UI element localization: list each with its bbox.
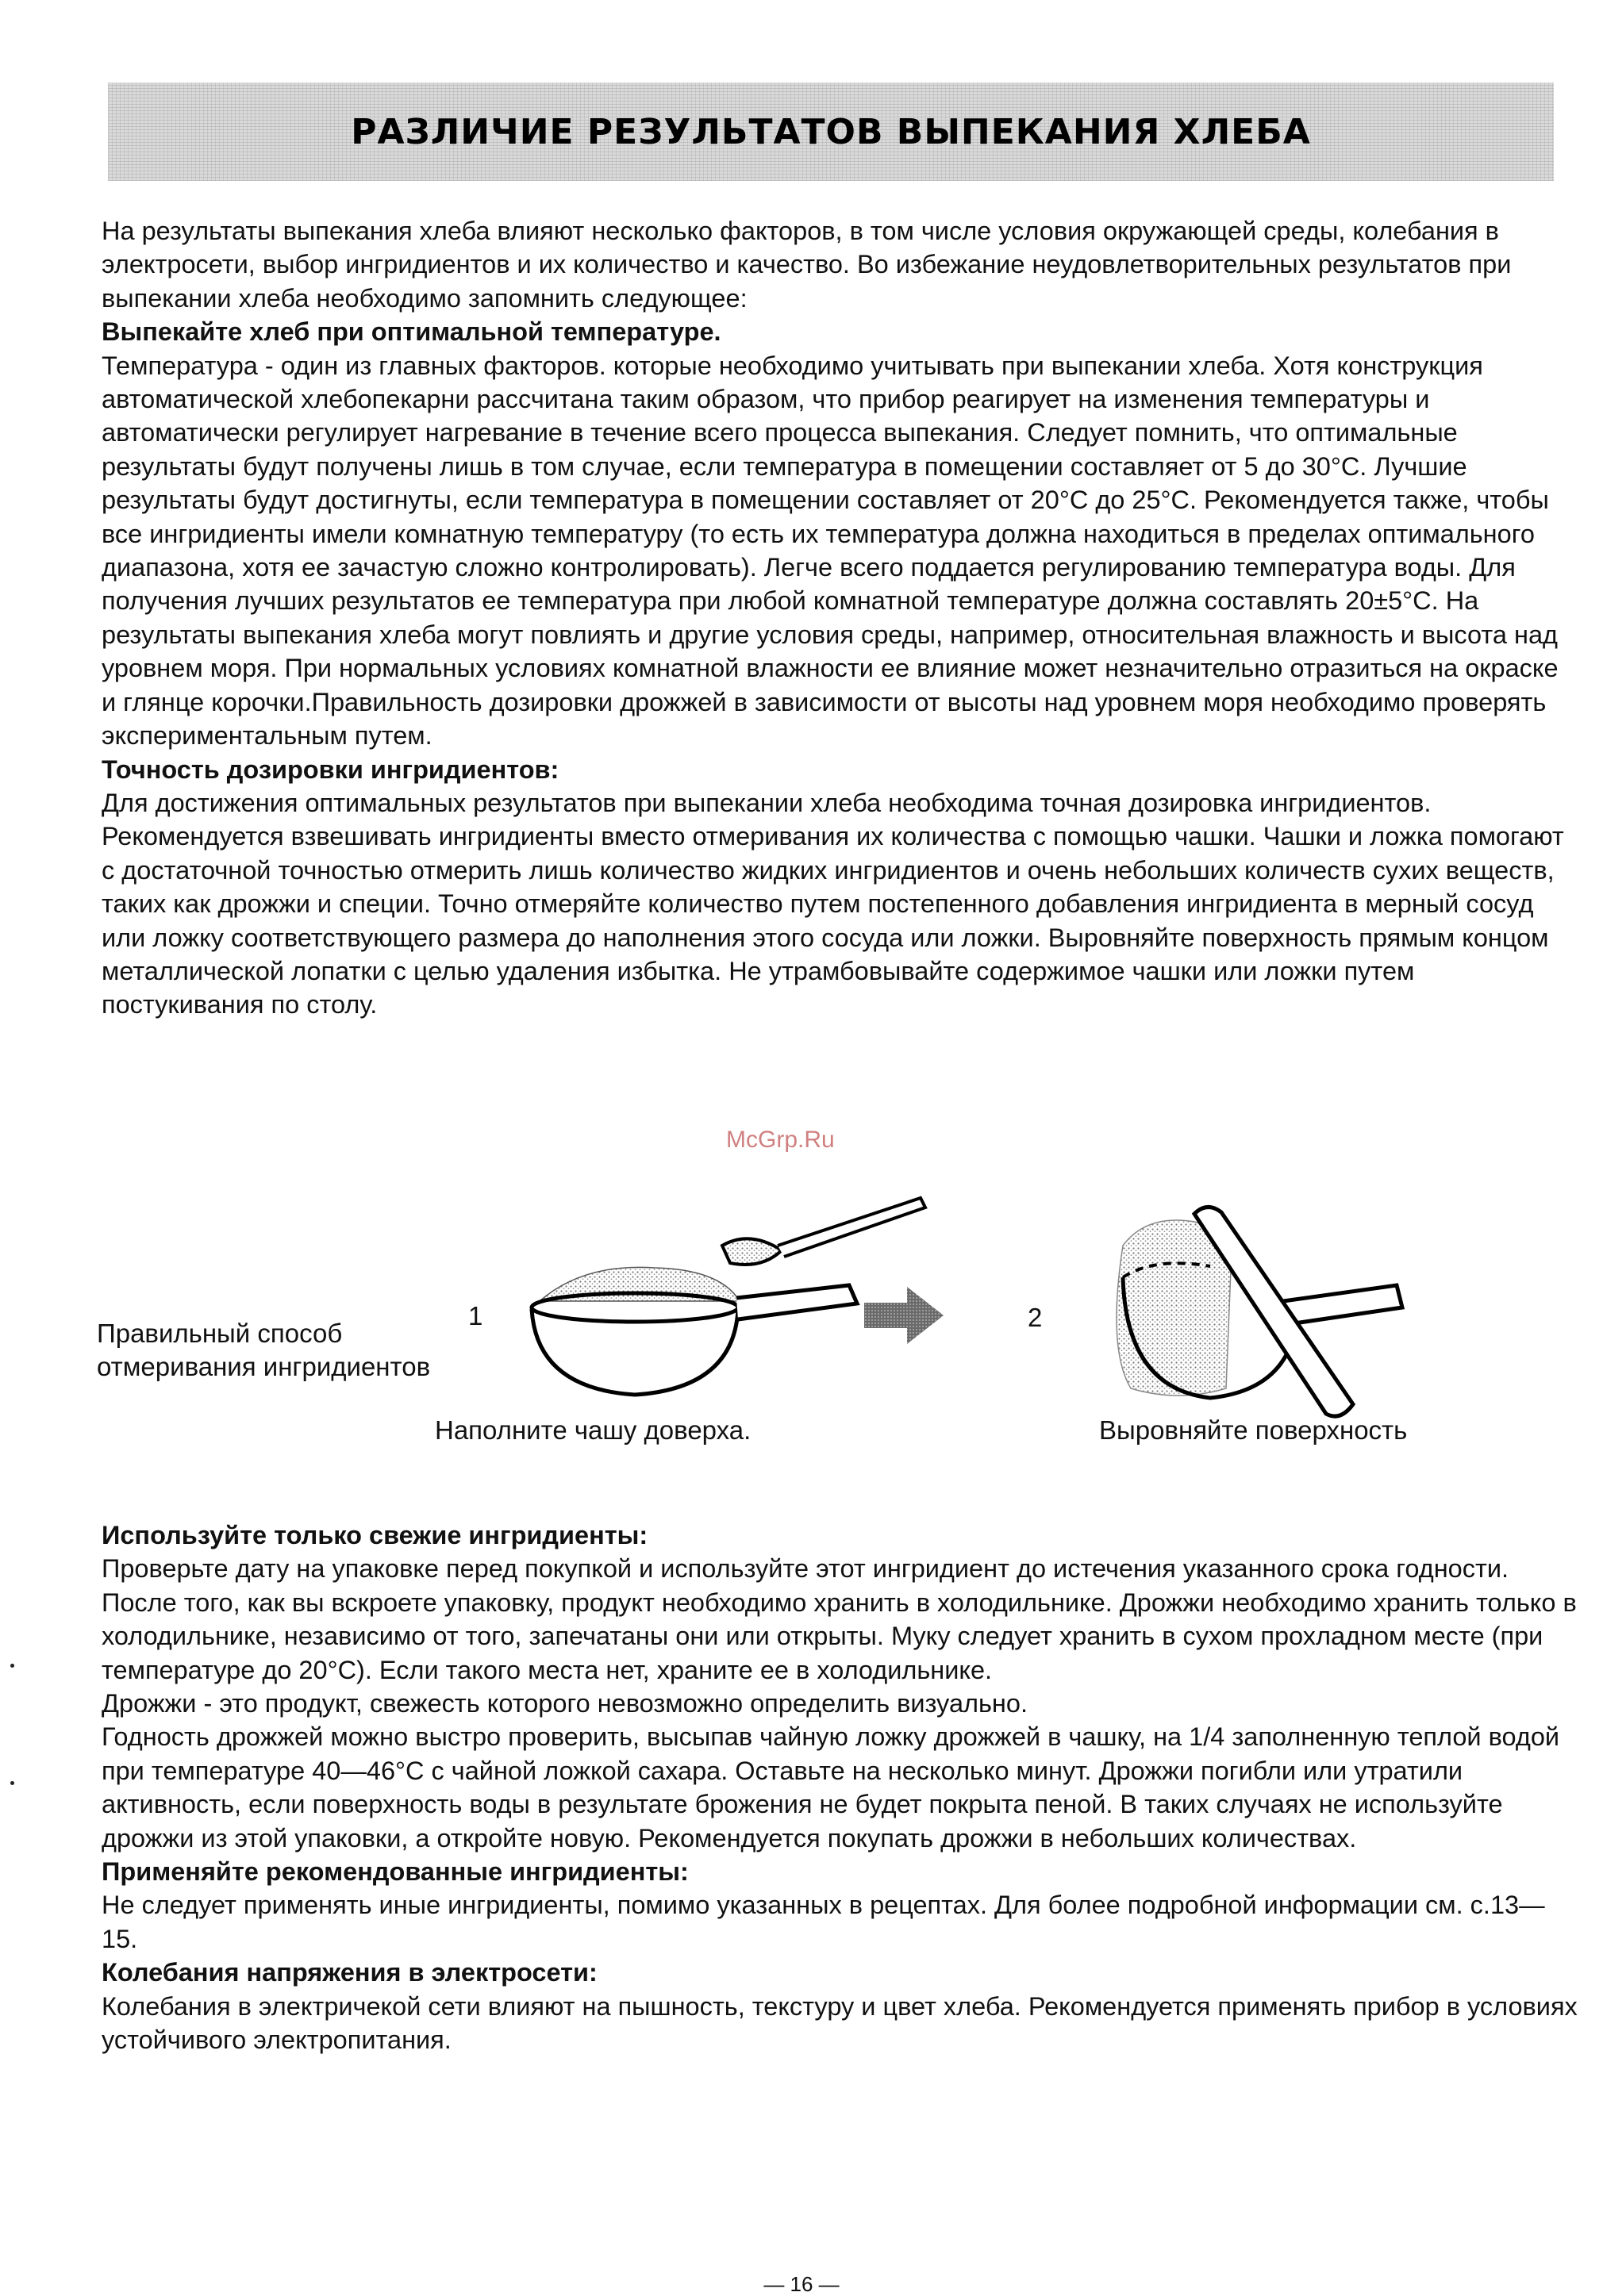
page-number: — 16 — — [763, 2272, 840, 2296]
section-paragraph: Годность дрожжей можно выстро проверить, высыпав чайную ложку дрожжей в чашку, на 1/4 заполненную теплой водой при температуре 40—46°C с чайной ложкой сахара. Оставьте на несколько минут. Дрожжи погибли или утратили активность, если поверхность воды в результате брожения не будет покрыта пеной. В таких случаях не используйте дрожжи из этой упаковки, а откройте новую. Рекомендуется покупать дрожжи в небольших количествах. — [102, 1722, 1560, 1853]
spoon-bowl — [722, 1238, 782, 1265]
section-paragraph: Дрожжи - это продукт, свежесть которого невозможно определить визуально. — [102, 1689, 1028, 1718]
cup-handle — [736, 1285, 857, 1319]
section-heading: Используйте только свежие ингридиенты: — [102, 1521, 648, 1549]
step-1-number: 1 — [468, 1301, 483, 1330]
section-paragraph: Колебания в электричекой сети влияют на пышность, текстуру и цвет хлеба. Рекомендуется применять прибор в условиях устойчивого электропитания. — [102, 1991, 1578, 2055]
step-1-caption: Наполните чашу доверха. — [435, 1415, 752, 1445]
intro-paragraph: На результаты выпекания хлеба влияют несколько факторов, в том числе условия окружающей среды, колебания в электросети, выбор ингридиентов и их количество и качество. Во избежание неудовлетворительных результатов при выпекании хлеба необходимо запомнить следующее: — [102, 217, 1512, 313]
step-2-number: 2 — [1028, 1303, 1043, 1332]
section-heading: Применяйте рекомендованные ингридиенты: — [102, 1857, 689, 1887]
page-title: РАЗЛИЧИЕ РЕЗУЛЬТАТОВ ВЫПЕКАНИЯ ХЛЕБА — [351, 111, 1311, 152]
section-paragraph: Для достижения оптимальных результатов при выпекании хлеба необходима точная дозировка ингридиентов. Рекомендуется взвешивать ингридиенты вместо отмеривания их количества с помощью чашки. Чашки и ложка помогают с достаточной точностью отмерить лишь количество жидких ингридиентов и очень небольших количеств сухих веществ, таких как дрожжи и специи. Точно отмеряйте количество путем постепенного добавления ингридиента в мерный сосуд или ложку соответствующего размера до наполнения этого сосуда или ложки. Выровняйте поверхность прямым концом металлической лопатки с целью удаления избытка. Не утрамбовывайте содержимое чашки или ложки путем постукивания по столу. — [102, 788, 1564, 1019]
arrow-icon — [861, 1284, 948, 1347]
section-heading: Точность дозировки ингридиентов: — [102, 754, 559, 784]
spoon-handle — [778, 1198, 925, 1257]
section-paragraph: Температура - один из главных факторов. которые необходимо учитывать при выпекании хлеба. Хотя конструкция автоматической хлебопекарни рассчитана таким образом, что прибор реагирует на изменения температуры и автоматически регулирует нагревание в течение всего процесса выпекания. Следует помнить, что оптимальные результаты будут получены лишь в том случае, если температура в помещении составляет от 5 до 30°C. Лучшие результаты будут достигнуты, если температура в помещении составляет от 20°C до 25°C. Рекомендуется также, чтобы все ингридиенты имели комнатную температуру (то есть их температура должна находиться в пределах оптимального диапазона, хотя ее зачастую сложно контролировать). Легче всего поддается регулированию температура воды. Для получения лучших результатов ее температура при любой комнатной температуре должна составлять 20±5°C. На результаты выпекания хлеба могут повлиять и другие условия среды, например, относительная влажность и высота над уровнем моря. При нормальных условиях комнатной влажности ее влияние может незначительно отразиться на окраске и глянце корочки.Правильность дозировки дрожжей в зависимости от высоты над уровнем моря необходимо проверять экспериментальным путем. — [102, 351, 1559, 751]
figure-left-label: Правильный способ отмеривания ингридиентов — [97, 1319, 431, 1381]
scan-speck — [10, 1781, 14, 1785]
section-paragraph: Не следует применять иные ингридиенты, помимо указанных в рецептах. Для более подробной информации см. с.13—15. — [102, 1891, 1545, 1953]
section-paragraph: Проверьте дату на упаковке перед покупкой и используйте этот ингридиент до истечения указанного срока годности. После того, как вы вскроете упаковку, продукт необходимо хранить в холодильнике. Дрожжи необходимо хранить только в холодильнике, независимо от того, запечатаны они или открыты. Муку следует хранить в сухом прохладном месте (при температуре до 20°C). Если такого места нет, храните ее в холодильнике. — [102, 1554, 1577, 1684]
top-text — [102, 214, 1578, 1022]
watermark: McGrp.Ru — [726, 1127, 835, 1153]
title-band — [108, 83, 1554, 181]
step-2-caption: Выровняйте поверхность — [1099, 1415, 1408, 1445]
section-heading: Выпекайте хлеб при оптимальной температуре. — [102, 317, 721, 347]
bottom-text — [102, 1519, 1578, 2057]
scan-speck — [10, 1664, 14, 1668]
section-heading: Колебания напряжения в электросети: — [102, 1958, 598, 1987]
leveling-illustration — [1075, 1190, 1520, 1428]
cup-handle — [1283, 1285, 1402, 1323]
measuring-figure — [95, 1190, 1540, 1476]
